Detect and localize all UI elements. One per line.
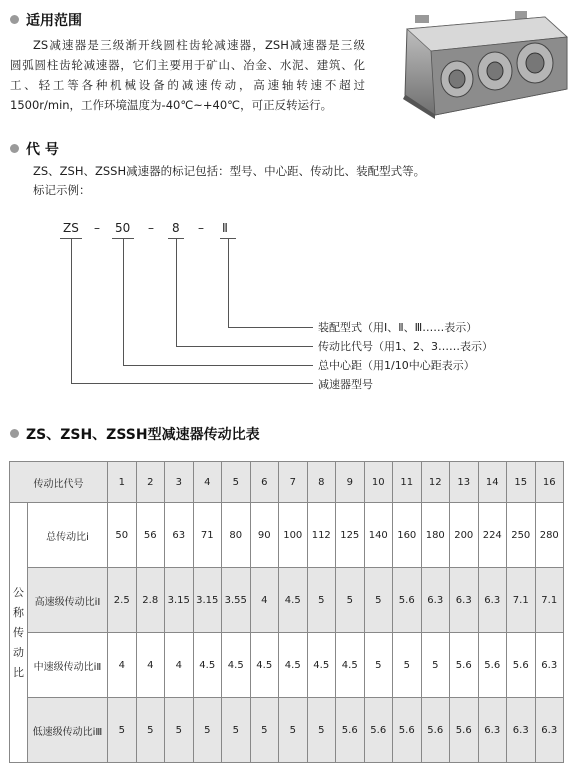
code-cell: 8 [307, 462, 336, 503]
code-cell: 16 [535, 462, 564, 503]
value-cell: 280 [535, 503, 564, 568]
section-heading-scope [10, 10, 82, 30]
value-cell: 4 [136, 633, 165, 698]
value-cell: 3.15 [165, 568, 194, 633]
code-cell: 4 [193, 462, 222, 503]
code-part-assembly: Ⅱ [222, 221, 228, 235]
code-cell: 14 [478, 462, 507, 503]
value-cell: 7.1 [535, 568, 564, 633]
code-cell: 5 [222, 462, 251, 503]
side-char: 动 [13, 645, 24, 659]
value-cell: 2.5 [108, 568, 137, 633]
code-cell: 11 [393, 462, 422, 503]
value-cell: 5 [421, 633, 450, 698]
ratio-table-heading-text: ZS、ZSH、ZSSH型减速器传动比表 [26, 427, 260, 443]
side-char: 称 [13, 605, 24, 619]
side-label-cell [10, 503, 28, 763]
leader-center-v [123, 239, 124, 365]
value-cell: 5.6 [478, 633, 507, 698]
legend-center: 总中心距（用1/10中心距表示） [318, 359, 475, 372]
leader-ratio-v [176, 239, 177, 346]
value-cell: 5 [364, 633, 393, 698]
value-cell: 5.6 [336, 698, 365, 763]
code-cell: 1 [108, 462, 137, 503]
scope-line-1: ZS减速器是三级渐开线圆柱齿轮减速器，ZSH减速器是三级 [33, 38, 365, 52]
scope-heading-text: 适用范围 [26, 13, 82, 29]
code-cell: 3 [165, 462, 194, 503]
value-cell: 5 [393, 633, 422, 698]
table-row [10, 698, 564, 763]
value-cell: 140 [364, 503, 393, 568]
code-part-model: ZS [63, 221, 79, 235]
value-cell: 5 [165, 698, 194, 763]
side-char: 公 [13, 585, 24, 599]
value-cell: 6.3 [478, 568, 507, 633]
side-char: 比 [13, 665, 24, 679]
value-cell: 5.6 [364, 698, 393, 763]
code-cell: 6 [250, 462, 279, 503]
value-cell: 7.1 [507, 568, 536, 633]
value-cell: 80 [222, 503, 251, 568]
ratio-table [9, 461, 564, 763]
side-char: 传 [13, 625, 24, 639]
leader-model-v [71, 239, 72, 383]
value-cell: 4 [250, 568, 279, 633]
value-cell: 5.6 [450, 698, 479, 763]
value-cell: 224 [478, 503, 507, 568]
value-cell: 4 [165, 633, 194, 698]
row-label-cell: 总传动比i [28, 503, 108, 568]
value-cell: 5 [136, 698, 165, 763]
scope-line-4: 1500r/min，工作环境温度为-40℃~+40℃，可正反转运行。 [10, 98, 333, 112]
code-cell: 7 [279, 462, 308, 503]
value-cell: 5 [193, 698, 222, 763]
value-cell: 125 [336, 503, 365, 568]
legend-assembly: 装配型式（用Ⅰ、Ⅱ、Ⅲ……表示） [318, 321, 478, 334]
code-cell: 9 [336, 462, 365, 503]
value-cell: 6.3 [507, 698, 536, 763]
value-cell: 5 [108, 698, 137, 763]
value-cell: 56 [136, 503, 165, 568]
code-part-ratio: 8 [172, 221, 180, 235]
value-cell: 4.5 [279, 633, 308, 698]
value-cell: 5.6 [507, 633, 536, 698]
leader-model-h [71, 383, 313, 384]
value-cell: 100 [279, 503, 308, 568]
value-cell: 5.6 [393, 698, 422, 763]
code-cell: 2 [136, 462, 165, 503]
value-cell: 5 [364, 568, 393, 633]
value-cell: 4.5 [222, 633, 251, 698]
bullet-dot-icon [10, 429, 19, 438]
value-cell: 4.5 [336, 633, 365, 698]
table-header-row [10, 462, 564, 503]
value-cell: 63 [165, 503, 194, 568]
row-label-cell: 低速级传动比iⅢ [28, 698, 108, 763]
header-label-cell: 传动比代号 [10, 462, 108, 503]
section-heading-code [10, 139, 59, 159]
code-dash: – [148, 221, 154, 235]
table-row [10, 568, 564, 633]
value-cell: 2.8 [136, 568, 165, 633]
code-cell: 12 [421, 462, 450, 503]
leader-assembly-h [228, 327, 313, 328]
value-cell: 4.5 [193, 633, 222, 698]
code-line-1: ZS、ZSH、ZSSH减速器的标记包括：型号、中心距、传动比、装配型式等。 [33, 164, 426, 178]
code-cell: 10 [364, 462, 393, 503]
code-cell: 15 [507, 462, 536, 503]
value-cell: 4.5 [279, 568, 308, 633]
value-cell: 5.6 [421, 698, 450, 763]
section-heading-ratio-table [10, 424, 260, 444]
value-cell: 6.3 [535, 633, 564, 698]
bullet-dot-icon [10, 144, 19, 153]
legend-model: 减速器型号 [318, 378, 373, 391]
value-cell: 5.6 [393, 568, 422, 633]
value-cell: 4.5 [307, 633, 336, 698]
value-cell: 6.3 [450, 568, 479, 633]
table-row [10, 633, 564, 698]
code-heading-text: 代 号 [26, 142, 59, 158]
scope-line-2: 圆弧圆柱齿轮减速器，它们主要用于矿山、冶金、水泥、建筑、化 [10, 58, 365, 72]
value-cell: 6.3 [535, 698, 564, 763]
code-cell: 13 [450, 462, 479, 503]
value-cell: 5 [222, 698, 251, 763]
value-cell: 6.3 [421, 568, 450, 633]
value-cell: 4.5 [250, 633, 279, 698]
value-cell: 112 [307, 503, 336, 568]
value-cell: 5 [336, 568, 365, 633]
value-cell: 4 [108, 633, 137, 698]
value-cell: 5 [250, 698, 279, 763]
value-cell: 3.15 [193, 568, 222, 633]
legend-ratio: 传动比代号（用1、2、3……表示） [318, 340, 493, 353]
leader-ratio-h [176, 346, 313, 347]
value-cell: 5 [279, 698, 308, 763]
value-cell: 180 [421, 503, 450, 568]
value-cell: 71 [193, 503, 222, 568]
value-cell: 50 [108, 503, 137, 568]
code-dash: – [94, 221, 100, 235]
value-cell: 3.55 [222, 568, 251, 633]
bullet-dot-icon [10, 15, 19, 24]
code-line-2: 标记示例： [33, 183, 91, 197]
gear-reducer-image [395, 3, 573, 121]
value-cell: 6.3 [478, 698, 507, 763]
value-cell: 200 [450, 503, 479, 568]
code-dash: – [198, 221, 204, 235]
row-label-cell: 中速级传动比iⅡ [28, 633, 108, 698]
scope-line-3: 工、轻工等各种机械设备的减速传动，高速轴转速不超过 [10, 78, 365, 92]
value-cell: 160 [393, 503, 422, 568]
value-cell: 250 [507, 503, 536, 568]
table-row [10, 503, 564, 568]
leader-center-h [123, 365, 313, 366]
value-cell: 5 [307, 568, 336, 633]
leader-assembly-v [228, 239, 229, 327]
value-cell: 90 [250, 503, 279, 568]
value-cell: 5 [307, 698, 336, 763]
value-cell: 5.6 [450, 633, 479, 698]
code-part-center: 50 [115, 221, 131, 235]
row-label-cell: 高速级传动比iⅠ [28, 568, 108, 633]
scope-paragraph [10, 35, 365, 115]
